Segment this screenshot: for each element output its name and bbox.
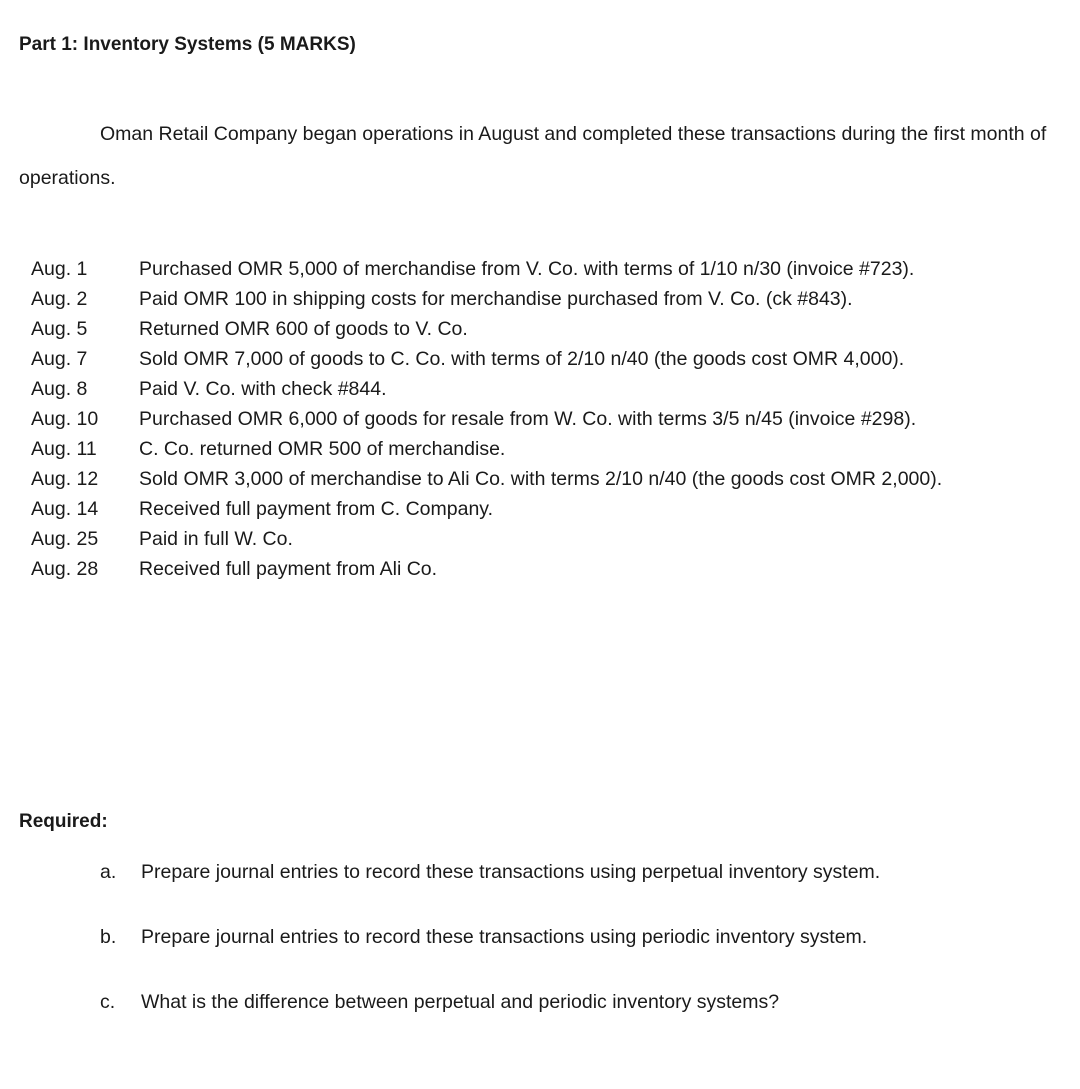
transaction-row — [31, 374, 1076, 404]
transaction-row — [31, 434, 1076, 464]
requirement-text: Prepare journal entries to record these transactions using perpetual inventory system. — [141, 861, 881, 883]
transaction-description: Paid V. Co. with check #844. — [139, 377, 387, 400]
transaction-date: Aug. 1 — [31, 257, 88, 280]
requirement-item — [100, 986, 1060, 1019]
transaction-description: Paid in full W. Co. — [139, 527, 293, 550]
transaction-date: Aug. 25 — [31, 527, 99, 550]
transaction-description: Returned OMR 600 of goods to V. Co. — [139, 317, 468, 340]
transaction-date: Aug. 12 — [31, 467, 99, 490]
transaction-description: Sold OMR 7,000 of goods to C. Co. with terms of 2/10 n/40 (the goods cost OMR 4,000). — [139, 347, 905, 370]
transaction-description: Paid OMR 100 in shipping costs for merchandise purchased from V. Co. (ck #843). — [139, 287, 853, 310]
transaction-description: C. Co. returned OMR 500 of merchandise. — [139, 437, 506, 460]
transaction-date: Aug. 10 — [31, 407, 99, 430]
transaction-date: Aug. 11 — [31, 437, 97, 460]
page-title: Part 1: Inventory Systems (5 MARKS) — [19, 34, 356, 55]
requirement-item — [100, 856, 1060, 889]
transaction-date: Aug. 5 — [31, 317, 88, 340]
requirement-marker: b. — [100, 926, 117, 948]
transaction-row — [31, 284, 1076, 314]
transaction-description: Sold OMR 3,000 of merchandise to Ali Co. with terms 2/10 n/40 (the goods cost OMR 2,000). — [139, 467, 943, 490]
requirement-text: What is the difference between perpetual and periodic inventory systems? — [141, 991, 780, 1013]
transaction-description: Purchased OMR 5,000 of merchandise from V. Co. with terms of 1/10 n/30 (invoice #723). — [139, 257, 915, 280]
required-heading: Required: — [19, 811, 108, 832]
transaction-description: Purchased OMR 6,000 of goods for resale from W. Co. with terms 3/5 n/45 (invoice #298). — [139, 407, 917, 430]
transaction-list — [31, 254, 1076, 584]
requirements-list — [100, 856, 1060, 1051]
transaction-row — [31, 344, 1076, 374]
transaction-row — [31, 494, 1076, 524]
intro-paragraph: Oman Retail Company began operations in August and completed these transactions during the first month of operations. — [19, 123, 1047, 189]
transaction-date: Aug. 28 — [31, 557, 99, 580]
transaction-row — [31, 314, 1076, 344]
transaction-date: Aug. 14 — [31, 497, 99, 520]
transaction-description: Received full payment from Ali Co. — [139, 557, 438, 580]
transaction-row — [31, 404, 1076, 434]
transaction-row — [31, 464, 1076, 494]
transaction-date: Aug. 8 — [31, 377, 88, 400]
requirement-item — [100, 921, 1060, 954]
transaction-date: Aug. 7 — [31, 347, 88, 370]
requirement-text: Prepare journal entries to record these transactions using periodic inventory system. — [141, 926, 868, 948]
transaction-row — [31, 554, 1076, 584]
transaction-description: Received full payment from C. Company. — [139, 497, 494, 520]
transaction-row — [31, 254, 1076, 284]
requirement-marker: c. — [100, 991, 116, 1013]
transaction-row — [31, 524, 1076, 554]
requirement-marker: a. — [100, 861, 117, 883]
transaction-date: Aug. 2 — [31, 287, 88, 310]
